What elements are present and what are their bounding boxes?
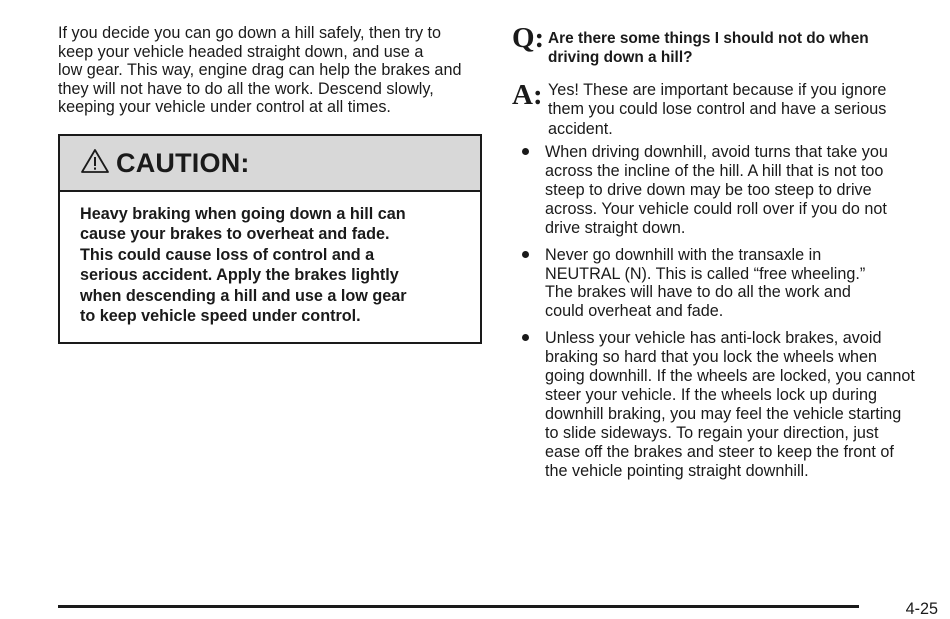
footer-rule bbox=[58, 605, 859, 608]
bullet-line: drive straight down. bbox=[545, 218, 686, 237]
bullet-line: When driving downhill, avoid turns that take you bbox=[545, 142, 888, 161]
bullet-icon bbox=[522, 148, 529, 155]
list-item bbox=[512, 246, 942, 322]
bullet-line: The brakes will have to do all the work and bbox=[545, 283, 851, 302]
bullet-line: NEUTRAL (N). This is called “free wheeling.” bbox=[545, 264, 866, 283]
caution-header bbox=[60, 136, 480, 192]
question-text bbox=[548, 24, 942, 67]
page-number: 4-25 bbox=[905, 600, 938, 618]
question-line: Are there some things I should not do when bbox=[548, 30, 869, 47]
bullet-text bbox=[545, 246, 942, 322]
bullet-line: across the incline of the hill. A hill that is not too bbox=[545, 161, 884, 180]
answer-line: Yes! These are important because if you ignore bbox=[548, 81, 887, 100]
answer-label: A: bbox=[512, 79, 543, 112]
bullet-list bbox=[512, 143, 942, 481]
bullet-line: to slide sideways. To regain your direction, just bbox=[545, 424, 879, 443]
left-column bbox=[58, 24, 486, 117]
right-column bbox=[512, 24, 942, 489]
answer bbox=[512, 81, 942, 139]
caution-line: Heavy braking when going down a hill can bbox=[80, 205, 406, 223]
bullet-line: ease off the brakes and steer to keep the front of bbox=[545, 443, 894, 462]
bullet-line: Never go downhill with the transaxle in bbox=[545, 245, 822, 264]
intro-paragraph bbox=[58, 24, 486, 117]
question-line: driving down a hill? bbox=[548, 48, 693, 66]
question bbox=[512, 24, 942, 67]
list-item bbox=[512, 329, 942, 481]
bullet-icon bbox=[522, 334, 529, 341]
warning-triangle-icon bbox=[80, 148, 110, 174]
answer-text bbox=[548, 81, 942, 139]
caution-box bbox=[58, 134, 482, 344]
bullet-text bbox=[545, 143, 942, 238]
bullet-line: braking so hard that you lock the wheels when bbox=[545, 348, 878, 367]
caution-line: serious accident. Apply the brakes lightly bbox=[80, 266, 399, 285]
bullet-line: steep to drive down may be too steep to drive bbox=[545, 180, 872, 199]
caution-title: CAUTION: bbox=[116, 147, 250, 178]
answer-line: them you could lose control and have a serious bbox=[548, 100, 887, 119]
bullet-line: could overheat and fade. bbox=[545, 302, 724, 321]
answer-line: accident. bbox=[548, 119, 613, 138]
intro-line: keeping your vehicle under control at all times. bbox=[58, 98, 391, 117]
bullet-line: going downhill. If the wheels are locked, you cannot bbox=[545, 367, 915, 386]
intro-line: they will not have to do all the work. Descend slowly, bbox=[58, 79, 434, 98]
intro-line: keep your vehicle headed straight down, and use a bbox=[58, 42, 424, 61]
bullet-text bbox=[545, 329, 942, 481]
bullet-line: across. Your vehicle could roll over if you do not bbox=[545, 199, 887, 218]
bullet-line: steer your vehicle. If the wheels lock up during bbox=[545, 386, 878, 405]
intro-line: low gear. This way, engine drag can help the brakes and bbox=[58, 61, 462, 80]
intro-line: If you decide you can go down a hill safely, then try to bbox=[58, 24, 442, 42]
caution-line: cause your brakes to overheat and fade. bbox=[80, 225, 390, 244]
question-label: Q: bbox=[512, 22, 545, 54]
list-item bbox=[512, 143, 942, 238]
bullet-line: Unless your vehicle has anti-lock brakes, avoid bbox=[545, 329, 882, 348]
bullet-line: downhill braking, you may feel the vehicle starting bbox=[545, 405, 902, 424]
bullet-line: the vehicle pointing straight downhill. bbox=[545, 462, 809, 481]
caution-line: when descending a hill and use a low gear bbox=[80, 286, 407, 305]
caution-text bbox=[60, 192, 480, 326]
caution-line: to keep vehicle speed under control. bbox=[80, 307, 361, 326]
bullet-icon bbox=[522, 251, 529, 258]
caution-line: This could cause loss of control and a bbox=[80, 245, 375, 264]
